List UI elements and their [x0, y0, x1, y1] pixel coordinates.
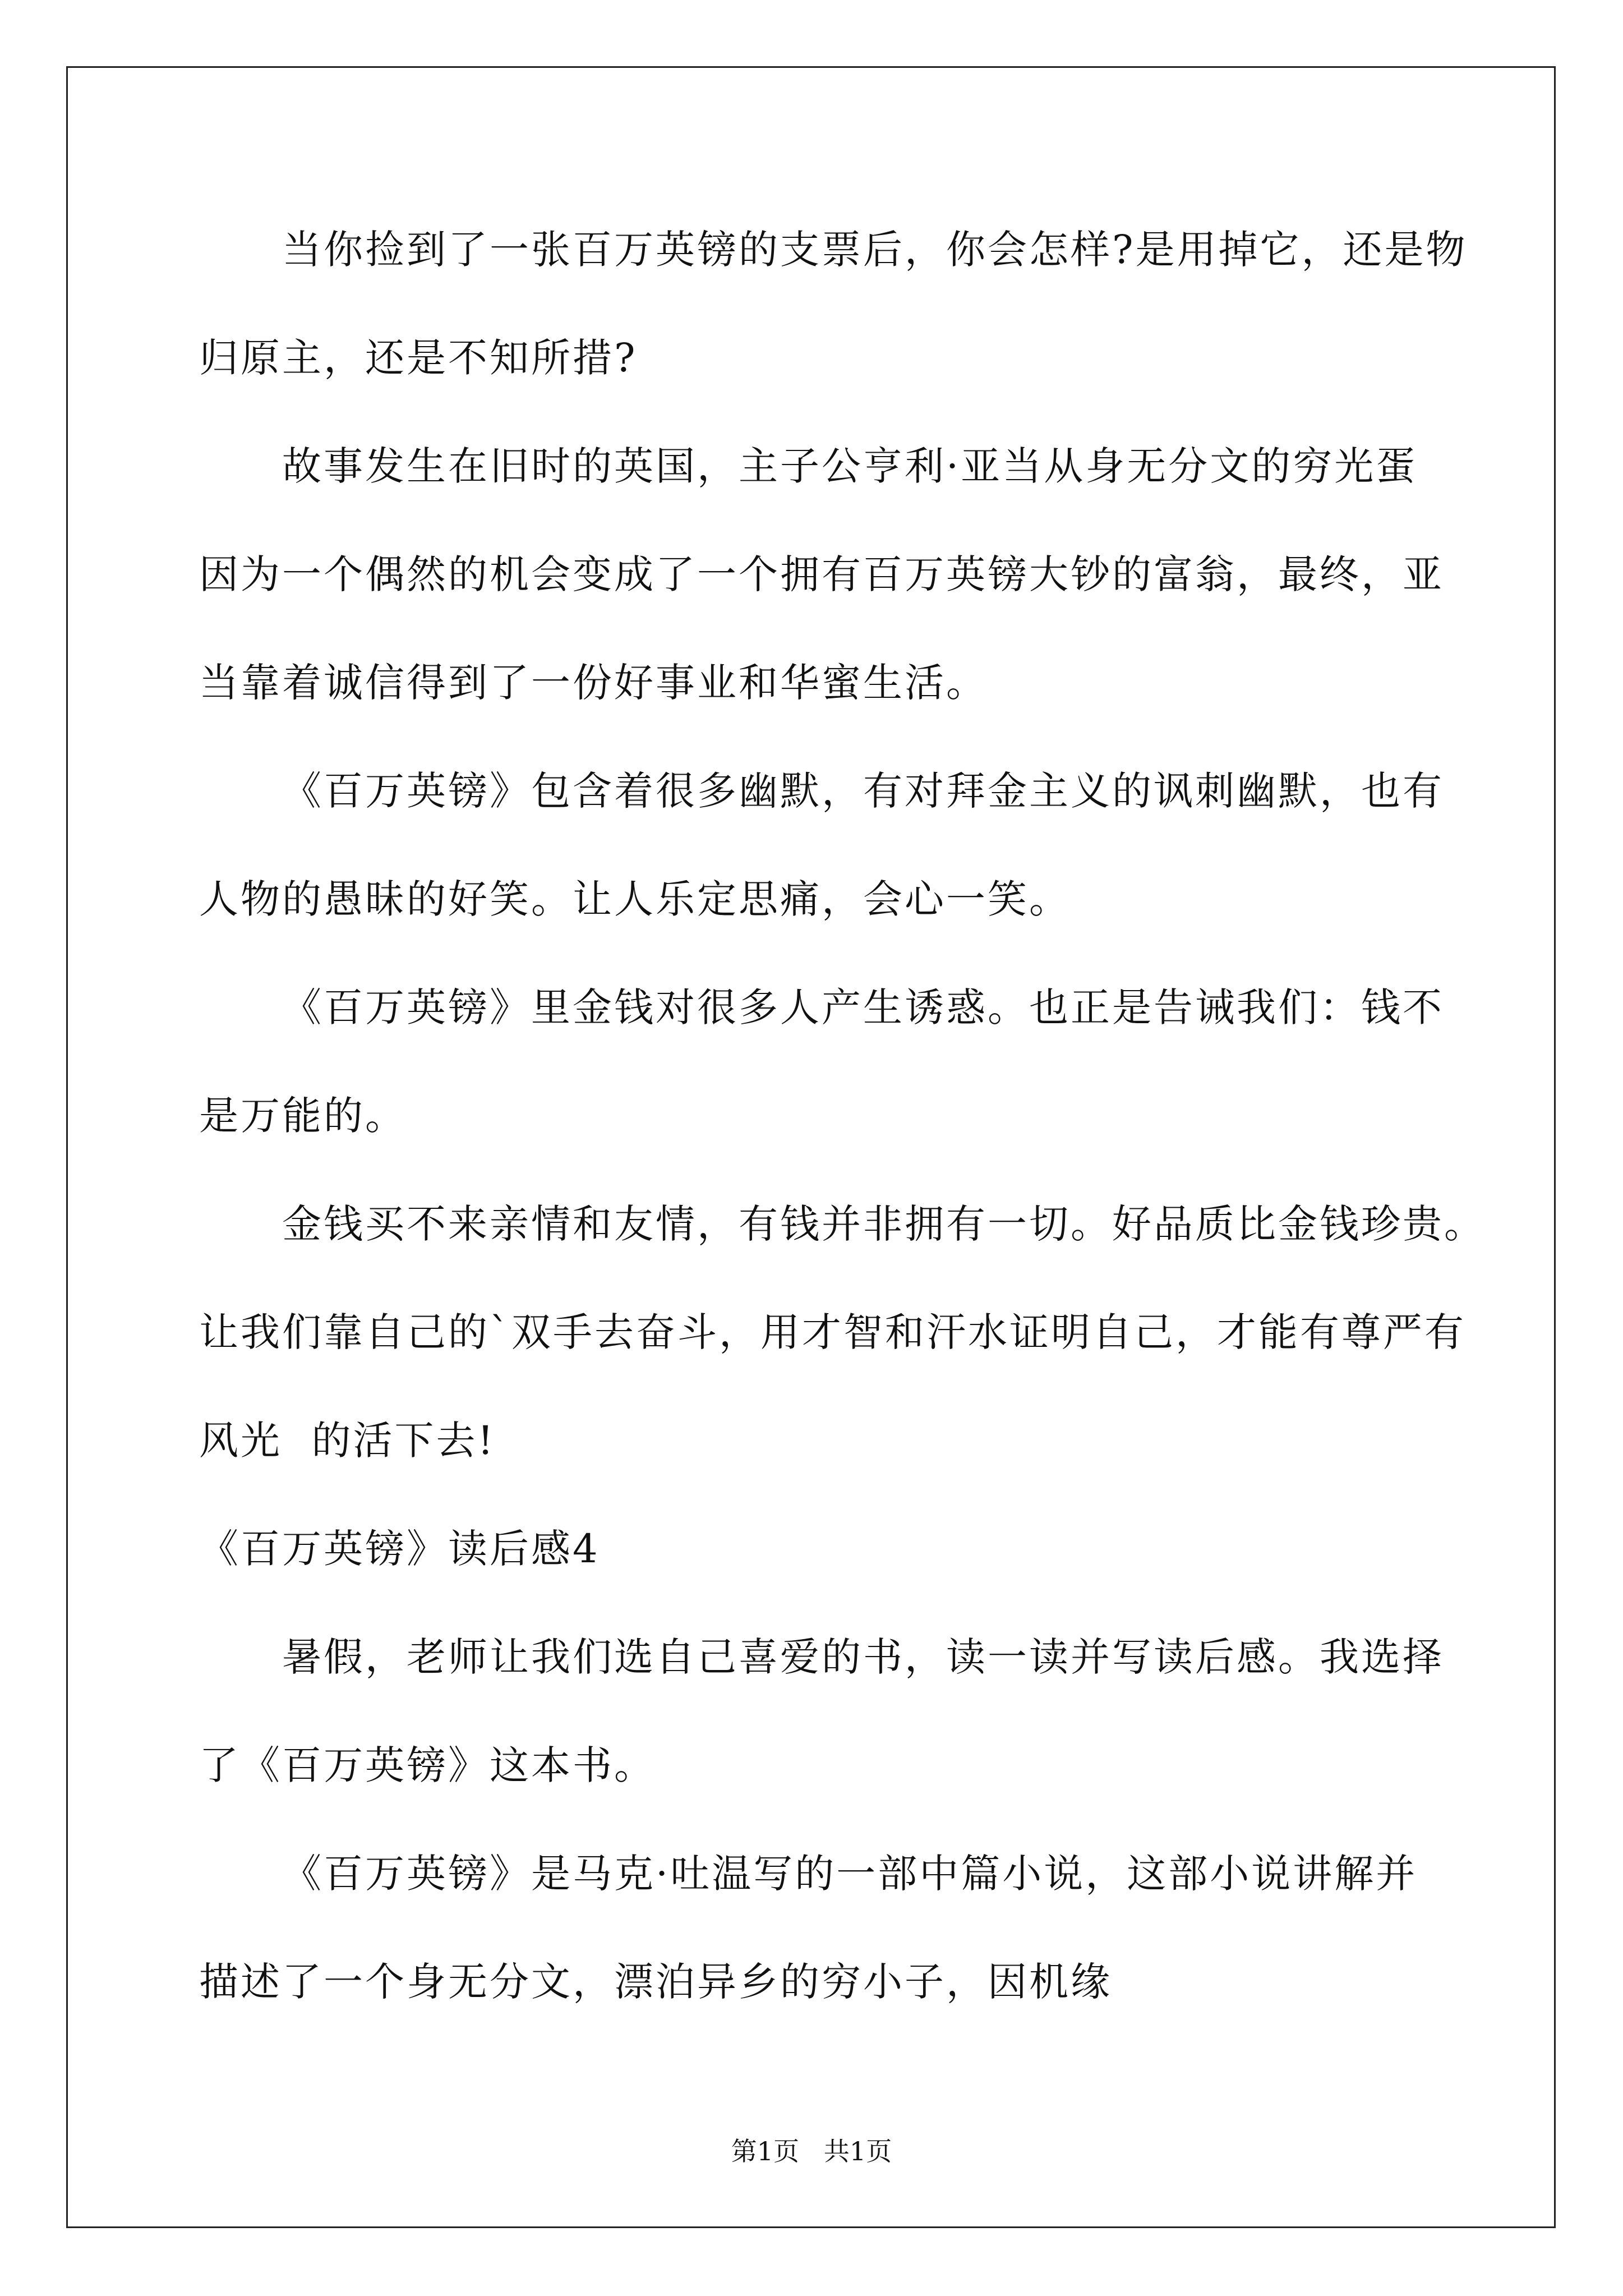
paragraph-line: 归原主，还是不知所措? [199, 335, 638, 381]
paragraph-line: 金钱买不来亲情和友情，有钱并非拥有一切。好品质比金钱珍贵。 [282, 1201, 1486, 1247]
paragraph-line: 是万能的。 [199, 1093, 407, 1139]
paragraph-line: 风光 的活下去! [199, 1418, 496, 1464]
paragraph-line: 当靠着诚信得到了一份好事业和华蜜生活。 [199, 660, 988, 706]
paragraph-line: 当你捡到了一张百万英镑的支票后，你会怎样?是用掉它，还是物 [282, 227, 1468, 273]
paragraph-line: 《百万英镑》是马克·吐温写的一部中篇小说，这部小说讲解并 [282, 1851, 1418, 1897]
section-heading: 《百万英镑》读后感4 [199, 1526, 600, 1572]
paragraph-line: 故事发生在旧时的英国，主子公亨利·亚当从身无分文的穷光蛋 [282, 443, 1418, 489]
paragraph-line: 描述了一个身无分文，漂泊异乡的穷小子，因机缘 [199, 1959, 1112, 2005]
paragraph-line: 因为一个偶然的机会变成了一个拥有百万英镑大钞的富翁，最终，亚 [199, 551, 1444, 597]
paragraph-line: 了《百万英镑》这本书。 [199, 1742, 656, 1788]
paragraph-line: 暑假，老师让我们选自己喜爱的书，读一读并写读后感。我选择 [282, 1634, 1444, 1680]
paragraph-line: 让我们靠自己的`双手去奋斗，用才智和汗水证明自己，才能有尊严有 [199, 1309, 1466, 1355]
paragraph-line: 人物的愚昧的好笑。让人乐定思痛，会心一笑。 [199, 876, 1071, 922]
document-body [199, 208, 1486, 2048]
paragraph-line: 《百万英镑》包含着很多幽默，有对拜金主义的讽刺幽默，也有 [282, 768, 1444, 814]
paragraph-line: 《百万英镑》里金钱对很多人产生诱惑。也正是告诫我们：钱不 [282, 984, 1444, 1030]
page-number: 第1页 共1页 [731, 2136, 892, 2166]
